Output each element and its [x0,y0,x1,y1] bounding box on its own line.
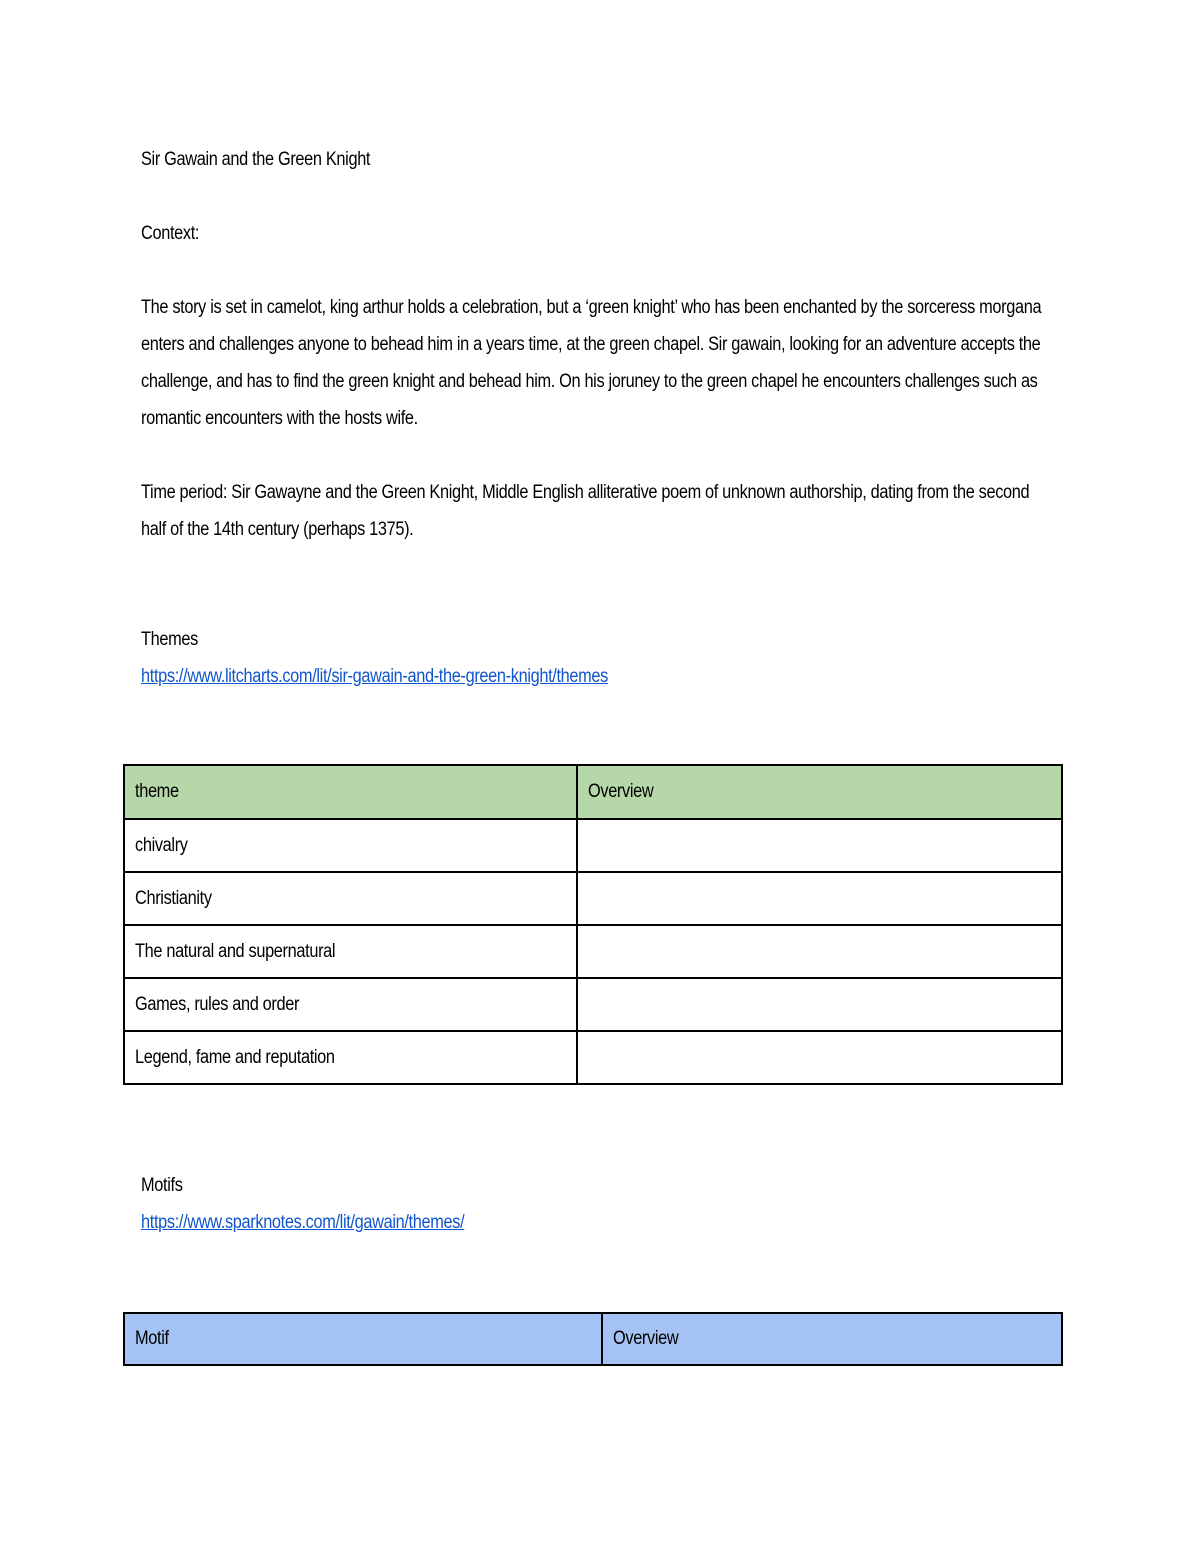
themes-header-theme-label: theme [135,781,179,802]
motifs-header-motif [124,1313,602,1365]
context-paragraph: The story is set in camelot, king arthur holds a celebration, but a ‘green knight’ who has been enchanted by the sorceress morgana enters and challenges anyone to behead him in a years time, at the green chapel. Sir gawain, looking for an adventure accepts the challenge, and has to find the green knight and behead him. On his joruney to the green chapel he encounters challenges such as romantic encounters with the hosts wife. [141,297,1042,429]
overview-cell[interactable] [577,872,1062,925]
motifs-table [123,1312,1063,1366]
motifs-header-motif-label: Motif [135,1328,169,1349]
themes-link-line [141,658,932,695]
theme-cell [124,1031,577,1084]
motifs-link-line [141,1204,932,1241]
motifs-heading: Motifs [141,1175,183,1196]
table-row [124,978,1062,1031]
table-row [124,925,1062,978]
themes-link[interactable]: https://www.litcharts.com/lit/sir-gawain-and-the-green-knight/themes [141,666,609,687]
context-heading: Context: [141,223,200,244]
themes-table-header-row [124,765,1062,819]
theme-cell [124,819,577,872]
theme-name: chivalry [135,834,188,856]
overview-cell[interactable] [577,1031,1062,1084]
motifs-header-overview [602,1313,1062,1365]
theme-cell [124,925,577,978]
motifs-header-overview-label: Overview [613,1328,679,1349]
theme-name: Legend, fame and reputation [135,1046,335,1068]
overview-cell[interactable] [577,925,1062,978]
themes-table [123,764,1063,1085]
themes-header-overview-label: Overview [588,781,654,802]
themes-header-overview [577,765,1062,819]
overview-cell[interactable] [577,978,1062,1031]
theme-cell [124,872,577,925]
theme-name: Christianity [135,887,212,909]
theme-cell [124,978,577,1031]
themes-heading: Themes [141,629,198,650]
motifs-table-header-row [124,1313,1062,1365]
overview-cell[interactable] [577,819,1062,872]
table-row [124,819,1062,872]
theme-name: The natural and supernatural [135,940,336,962]
themes-header-theme [124,765,577,819]
table-row [124,872,1062,925]
time-period-paragraph: Time period: Sir Gawayne and the Green Knight, Middle English alliterative poem of unknown authorship, dating from the second half of the 14th century (perhaps 1375). [141,482,1030,540]
table-row [124,1031,1062,1084]
theme-name: Games, rules and order [135,993,300,1015]
document-title: Sir Gawain and the Green Knight [141,149,371,170]
motifs-link[interactable]: https://www.sparknotes.com/lit/gawain/themes/ [141,1212,465,1233]
